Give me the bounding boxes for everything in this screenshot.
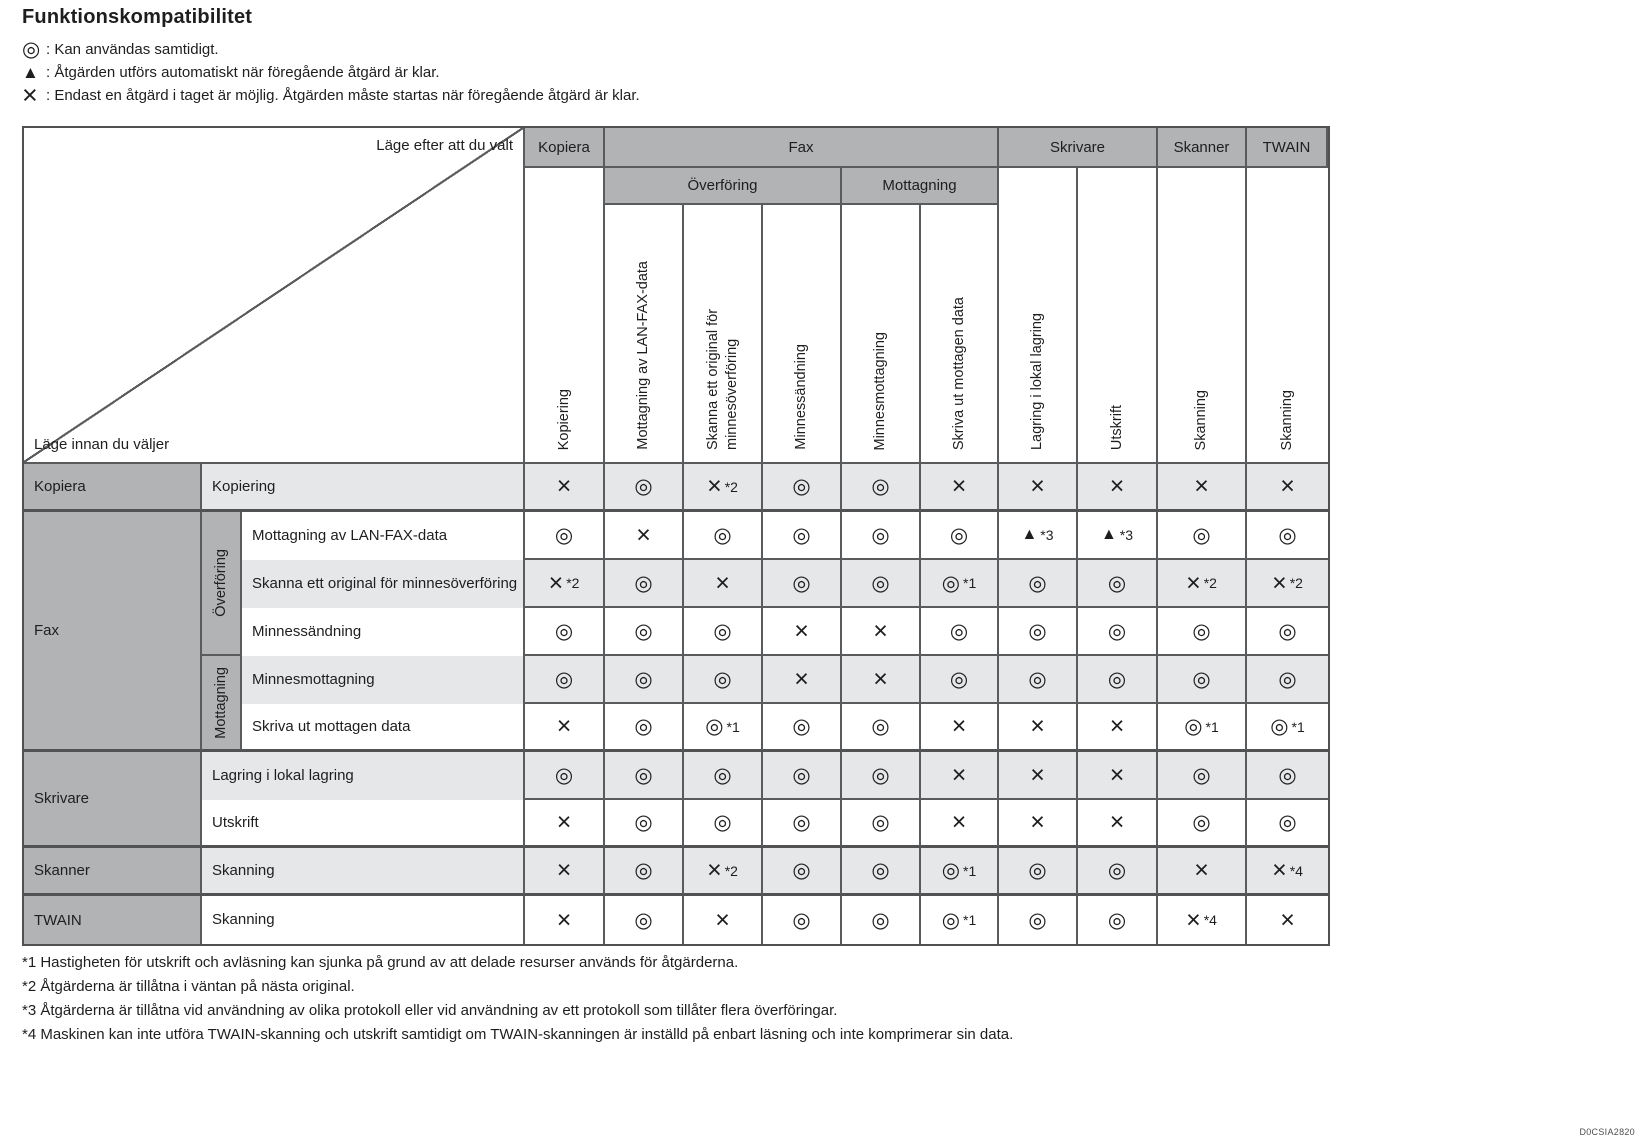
bullseye-icon: ◎ — [554, 763, 574, 787]
row-group-header: Kopiera — [24, 464, 202, 512]
bullseye-icon: ◎ — [1192, 523, 1211, 547]
bullseye-icon: ◎ — [1107, 908, 1127, 932]
fax-subgroup-header: Överföring — [605, 168, 842, 205]
page-title: Funktionskompatibilitet — [22, 6, 253, 28]
bullseye-icon: ◎ — [871, 859, 890, 882]
column-group-header: Skrivare — [999, 128, 1158, 168]
bullseye-icon: ◎ — [22, 38, 41, 61]
bullseye-icon: ◎ — [949, 523, 969, 547]
column-label-text: Skriva ut mottagen data — [950, 296, 967, 450]
matrix-cell-r9c3 — [684, 848, 763, 896]
matrix-cell-r1c6 — [921, 464, 999, 512]
footnote-ref: *1 — [1205, 718, 1219, 735]
bullseye-icon: ◎ — [871, 523, 890, 547]
triangle-icon: ▲ — [22, 63, 39, 82]
column-label — [842, 205, 921, 464]
matrix-cell-r4c6 — [921, 608, 999, 656]
matrix-cell-r9c10 — [1247, 848, 1328, 896]
matrix-cell-r3c5 — [842, 560, 921, 608]
cross-icon: × — [1109, 808, 1125, 836]
bullseye-icon: ◎ — [1184, 715, 1203, 738]
cross-icon: × — [556, 472, 572, 500]
cross-icon: × — [873, 664, 888, 693]
legend-item — [22, 61, 640, 84]
matrix-cell-r8c6 — [921, 800, 999, 848]
cross-icon: × — [951, 760, 967, 789]
matrix-cell-r10c9 — [1158, 896, 1247, 944]
matrix-cell-r8c5 — [842, 800, 921, 848]
matrix-cell-r4c1 — [525, 608, 605, 656]
row-label: Minnesmottagning — [242, 656, 525, 704]
cross-icon: × — [715, 905, 730, 934]
bullseye-icon: ◎ — [1192, 811, 1211, 834]
corner-label-mode-before: Läge innan du väljer — [34, 436, 170, 453]
matrix-cell-r10c5 — [842, 896, 921, 944]
bullseye-icon: ◎ — [634, 908, 653, 932]
bullseye-icon: ◎ — [634, 475, 653, 498]
bullseye-icon: ◎ — [634, 763, 653, 787]
bullseye-icon: ◎ — [1192, 667, 1211, 691]
matrix-cell-r3c3 — [684, 560, 763, 608]
row-label: Skriva ut mottagen data — [242, 704, 525, 752]
matrix-cell-r3c10 — [1247, 560, 1328, 608]
cross-icon: × — [715, 568, 730, 597]
matrix-cell-r1c2 — [605, 464, 684, 512]
column-label-text: Lagring i lokal lagring — [1029, 312, 1045, 450]
bullseye-icon: ◎ — [713, 523, 732, 547]
bullseye-icon: ◎ — [1107, 571, 1127, 595]
matrix-cell-r9c6 — [921, 848, 999, 896]
matrix-cell-r6c6 — [921, 704, 999, 752]
cross-icon: × — [1272, 856, 1287, 884]
matrix-cell-r9c4 — [763, 848, 842, 896]
column-label-text: Skanning — [1279, 389, 1295, 450]
column-label-text: Skanna ett original för minnesöverföring — [704, 308, 740, 450]
bullseye-icon: ◎ — [1107, 667, 1127, 691]
bullseye-icon: ◎ — [1278, 619, 1297, 643]
matrix-cell-r1c10 — [1247, 464, 1328, 512]
legend — [22, 38, 640, 110]
legend-item — [22, 38, 640, 61]
bullseye-icon: ◎ — [713, 763, 732, 787]
matrix-cell-r2c6 — [921, 512, 999, 560]
matrix-cell-r9c1 — [525, 848, 605, 896]
cross-icon: × — [873, 616, 888, 645]
matrix-cell-r7c2 — [605, 752, 684, 800]
cross-icon: × — [951, 808, 967, 836]
cross-icon: × — [636, 520, 651, 549]
matrix-cell-r2c3 — [684, 512, 763, 560]
row-label: Kopiering — [202, 464, 525, 512]
matrix-cell-r4c5 — [842, 608, 921, 656]
footnote-ref: *1 — [963, 912, 977, 928]
matrix-cell-r10c1 — [525, 896, 605, 944]
footnote: *2 Åtgärderna är tillåtna i väntan på nästa original. — [22, 978, 355, 995]
row-label: Skanna ett original för minnesöverföring — [242, 560, 525, 608]
row-group-header: Skrivare — [24, 752, 202, 848]
footnote-ref: *1 — [963, 862, 977, 879]
bullseye-icon: ◎ — [871, 715, 890, 738]
bullseye-icon: ◎ — [634, 667, 653, 691]
bullseye-icon: ◎ — [634, 859, 653, 882]
column-label — [921, 205, 999, 464]
bullseye-icon: ◎ — [1028, 571, 1047, 595]
matrix-cell-r10c10 — [1247, 896, 1328, 944]
matrix-cell-r6c9 — [1158, 704, 1247, 752]
matrix-cell-r2c10 — [1247, 512, 1328, 560]
cross-icon: × — [22, 80, 38, 110]
matrix-cell-r3c7 — [999, 560, 1078, 608]
bullseye-icon: ◎ — [1278, 763, 1297, 787]
column-label-text: Skanning — [1193, 389, 1209, 450]
row-label: Minnessändning — [242, 608, 525, 656]
bullseye-icon: ◎ — [554, 619, 574, 643]
compatibility-matrix — [22, 126, 1330, 946]
bullseye-icon: ◎ — [634, 715, 653, 738]
matrix-cell-r5c8 — [1078, 656, 1158, 704]
matrix-cell-r8c1 — [525, 800, 605, 848]
bullseye-icon: ◎ — [1107, 859, 1127, 882]
matrix-corner — [24, 128, 525, 464]
bullseye-icon: ◎ — [949, 667, 969, 691]
cross-icon: × — [1194, 856, 1209, 884]
triangle-icon: ▲ — [1100, 526, 1117, 543]
bullseye-icon: ◎ — [1028, 667, 1047, 691]
column-label — [999, 168, 1078, 464]
cross-icon: × — [707, 472, 722, 500]
footnote-ref: *1 — [1291, 718, 1305, 735]
matrix-cell-r6c4 — [763, 704, 842, 752]
row-label: Mottagning av LAN-FAX-data — [242, 512, 525, 560]
matrix-cell-r7c6 — [921, 752, 999, 800]
cross-icon: × — [556, 712, 572, 740]
row-group-header: Skanner — [24, 848, 202, 896]
bullseye-icon: ◎ — [634, 811, 653, 834]
matrix-cell-r2c5 — [842, 512, 921, 560]
matrix-cell-r7c1 — [525, 752, 605, 800]
fax-subgroup-header: Mottagning — [842, 168, 999, 205]
cross-icon: × — [1186, 905, 1201, 934]
bullseye-icon: ◎ — [792, 571, 811, 595]
matrix-cell-r10c3 — [684, 896, 763, 944]
bullseye-icon: ◎ — [792, 523, 811, 547]
row-label: Lagring i lokal lagring — [202, 752, 525, 800]
cross-icon: × — [1280, 905, 1295, 934]
matrix-cell-r5c10 — [1247, 656, 1328, 704]
cross-icon: × — [951, 472, 967, 500]
column-group-header: Skanner — [1158, 128, 1247, 168]
bullseye-icon: ◎ — [792, 859, 811, 882]
cross-icon: × — [1280, 472, 1295, 500]
cross-icon: × — [1030, 760, 1045, 789]
bullseye-icon: ◎ — [949, 619, 969, 643]
matrix-cell-r5c6 — [921, 656, 999, 704]
column-label — [684, 205, 763, 464]
row-subgroup-header — [202, 512, 242, 656]
matrix-cell-r2c9 — [1158, 512, 1247, 560]
bullseye-icon: ◎ — [792, 715, 811, 738]
cross-icon: × — [556, 856, 572, 884]
matrix-cell-r5c7 — [999, 656, 1078, 704]
matrix-cell-r3c9 — [1158, 560, 1247, 608]
matrix-cell-r2c2 — [605, 512, 684, 560]
cross-icon: × — [556, 808, 572, 836]
bullseye-icon: ◎ — [871, 811, 890, 834]
matrix-cell-r4c8 — [1078, 608, 1158, 656]
footnote-ref: *1 — [726, 718, 740, 735]
matrix-cell-r5c1 — [525, 656, 605, 704]
bullseye-icon: ◎ — [713, 811, 732, 834]
footnote-ref: *3 — [1119, 527, 1134, 543]
matrix-cell-r2c1 — [525, 512, 605, 560]
triangle-icon: ▲ — [1021, 526, 1038, 543]
matrix-cell-r5c9 — [1158, 656, 1247, 704]
bullseye-icon: ◎ — [1028, 859, 1047, 882]
bullseye-icon: ◎ — [1278, 667, 1297, 691]
row-subgroup-label: Mottagning — [212, 666, 229, 739]
bullseye-icon: ◎ — [634, 571, 653, 595]
matrix-cell-r9c7 — [999, 848, 1078, 896]
bullseye-icon: ◎ — [1192, 763, 1211, 787]
column-label-text: Minnessändning — [793, 344, 809, 450]
bullseye-icon: ◎ — [1107, 619, 1127, 643]
matrix-cell-r10c8 — [1078, 896, 1158, 944]
matrix-cell-r10c4 — [763, 896, 842, 944]
column-label-text: Mottagning av LAN-FAX-data — [635, 261, 651, 450]
cross-icon: × — [1109, 712, 1125, 740]
matrix-cell-r4c7 — [999, 608, 1078, 656]
legend-item-text: : Endast en åtgärd i taget är möjlig. Åtgärden måste startas när föregående åtgärd är klar. — [46, 87, 640, 104]
legend-item-text: : Åtgärden utförs automatiskt när föregående åtgärd är klar. — [46, 64, 440, 81]
doc-code: D0CSIA2820 — [1579, 1127, 1635, 1137]
matrix-cell-r4c4 — [763, 608, 842, 656]
matrix-cell-r7c9 — [1158, 752, 1247, 800]
row-label: Utskrift — [202, 800, 525, 848]
bullseye-icon: ◎ — [792, 763, 811, 787]
matrix-cell-r4c3 — [684, 608, 763, 656]
cross-icon: × — [794, 664, 809, 693]
matrix-cell-r6c5 — [842, 704, 921, 752]
matrix-cell-r6c10 — [1247, 704, 1328, 752]
corner-label-mode-after: Läge efter att du valt — [376, 137, 513, 154]
bullseye-icon: ◎ — [1278, 523, 1297, 547]
bullseye-icon: ◎ — [871, 763, 890, 787]
footnote: *1 Hastigheten för utskrift och avläsning kan sjunka på grund av att delade resurser används för åtgärderna. — [22, 954, 739, 971]
footnote: *4 Maskinen kan inte utföra TWAIN-skanning och utskrift samtidigt om TWAIN-skanningen är inställd på enbart läsning och inte komprimerar sin data. — [22, 1026, 1014, 1043]
footnote-ref: *4 — [1289, 862, 1303, 879]
bullseye-icon: ◎ — [1192, 619, 1211, 643]
matrix-cell-r3c8 — [1078, 560, 1158, 608]
cross-icon: × — [1109, 760, 1125, 789]
bullseye-icon: ◎ — [1270, 715, 1289, 738]
bullseye-icon: ◎ — [1278, 811, 1297, 834]
bullseye-icon: ◎ — [792, 475, 811, 498]
matrix-cell-r7c8 — [1078, 752, 1158, 800]
footnote-ref: *2 — [1289, 575, 1303, 591]
matrix-cell-r10c7 — [999, 896, 1078, 944]
matrix-cell-r1c4 — [763, 464, 842, 512]
matrix-cell-r6c8 — [1078, 704, 1158, 752]
row-subgroup-header — [202, 656, 242, 752]
footnotes — [22, 951, 1013, 1047]
cross-icon: × — [1186, 568, 1201, 597]
footnote-ref: *2 — [1203, 575, 1217, 591]
bullseye-icon: ◎ — [941, 571, 961, 595]
column-label — [1158, 168, 1247, 464]
bullseye-icon: ◎ — [792, 811, 811, 834]
matrix-cell-r5c5 — [842, 656, 921, 704]
cross-icon: × — [707, 856, 722, 884]
bullseye-icon: ◎ — [713, 667, 732, 691]
legend-item — [22, 80, 640, 110]
matrix-cell-r1c7 — [999, 464, 1078, 512]
bullseye-icon: ◎ — [941, 908, 961, 932]
bullseye-icon: ◎ — [705, 715, 724, 738]
matrix-cell-r4c10 — [1247, 608, 1328, 656]
column-group-header: TWAIN — [1247, 128, 1328, 168]
matrix-cell-r6c1 — [525, 704, 605, 752]
matrix-cell-r7c5 — [842, 752, 921, 800]
column-label — [1247, 168, 1328, 464]
cross-icon: × — [1030, 472, 1045, 500]
matrix-cell-r1c9 — [1158, 464, 1247, 512]
matrix-cell-r9c8 — [1078, 848, 1158, 896]
matrix-cell-r4c2 — [605, 608, 684, 656]
matrix-cell-r6c3 — [684, 704, 763, 752]
footnote-ref: *2 — [724, 862, 738, 879]
column-label — [763, 205, 842, 464]
footnote-ref: *2 — [724, 478, 738, 495]
matrix-cell-r1c1 — [525, 464, 605, 512]
matrix-cell-r8c9 — [1158, 800, 1247, 848]
row-group-header: TWAIN — [24, 896, 202, 944]
bullseye-icon: ◎ — [1028, 619, 1047, 643]
matrix-cell-r3c1 — [525, 560, 605, 608]
matrix-cell-r7c7 — [999, 752, 1078, 800]
row-label: Skanning — [202, 896, 525, 944]
cross-icon: × — [951, 712, 967, 740]
matrix-cell-r3c2 — [605, 560, 684, 608]
matrix-cell-r10c6 — [921, 896, 999, 944]
column-group-header: Fax — [605, 128, 999, 168]
cross-icon: × — [794, 616, 809, 645]
footnote-ref: *1 — [963, 575, 977, 591]
bullseye-icon: ◎ — [871, 475, 890, 498]
footnote: *3 Åtgärderna är tillåtna vid användning av olika protokoll eller vid användning av ett protokoll som tillåter flera överföringar. — [22, 1002, 838, 1019]
matrix-cell-r5c4 — [763, 656, 842, 704]
cross-icon: × — [1030, 712, 1045, 740]
bullseye-icon: ◎ — [554, 523, 574, 547]
column-group-header: Kopiera — [525, 128, 605, 168]
column-label — [525, 168, 605, 464]
column-label — [1078, 168, 1158, 464]
matrix-cell-r5c3 — [684, 656, 763, 704]
matrix-cell-r1c8 — [1078, 464, 1158, 512]
row-subgroup-label: Överföring — [212, 549, 229, 617]
bullseye-icon: ◎ — [554, 667, 574, 691]
matrix-cell-r8c2 — [605, 800, 684, 848]
legend-item-text: : Kan användas samtidigt. — [46, 41, 219, 58]
row-group-header: Fax — [24, 512, 202, 752]
column-label — [605, 205, 684, 464]
cross-icon: × — [1109, 472, 1125, 500]
matrix-cell-r7c4 — [763, 752, 842, 800]
row-label: Skanning — [202, 848, 525, 896]
matrix-cell-r9c9 — [1158, 848, 1247, 896]
bullseye-icon: ◎ — [941, 859, 961, 882]
column-label-text: Kopiering — [555, 388, 572, 450]
bullseye-icon: ◎ — [1028, 908, 1047, 932]
footnote-ref: *4 — [1203, 912, 1217, 928]
cross-icon: × — [1272, 568, 1287, 597]
matrix-cell-r8c8 — [1078, 800, 1158, 848]
bullseye-icon: ◎ — [634, 619, 653, 643]
cross-icon: × — [1194, 472, 1209, 500]
footnote-ref: *3 — [1040, 527, 1054, 543]
matrix-cell-r8c7 — [999, 800, 1078, 848]
cross-icon: × — [548, 568, 564, 597]
cross-icon: × — [1030, 808, 1045, 836]
cross-icon: × — [556, 905, 572, 934]
footnote-ref: *2 — [566, 575, 580, 591]
matrix-cell-r2c7 — [999, 512, 1078, 560]
matrix-cell-r9c5 — [842, 848, 921, 896]
column-label-text: Minnesmottagning — [872, 331, 888, 450]
matrix-cell-r6c2 — [605, 704, 684, 752]
matrix-cell-r8c4 — [763, 800, 842, 848]
matrix-cell-r7c3 — [684, 752, 763, 800]
matrix-cell-r5c2 — [605, 656, 684, 704]
matrix-cell-r9c2 — [605, 848, 684, 896]
matrix-cell-r2c8 — [1078, 512, 1158, 560]
matrix-cell-r4c9 — [1158, 608, 1247, 656]
matrix-cell-r10c2 — [605, 896, 684, 944]
bullseye-icon: ◎ — [871, 571, 890, 595]
matrix-cell-r1c5 — [842, 464, 921, 512]
column-label-text: Utskrift — [1108, 404, 1125, 450]
matrix-cell-r8c3 — [684, 800, 763, 848]
bullseye-icon: ◎ — [871, 908, 890, 932]
matrix-cell-r3c6 — [921, 560, 999, 608]
matrix-cell-r8c10 — [1247, 800, 1328, 848]
matrix-cell-r6c7 — [999, 704, 1078, 752]
matrix-cell-r7c10 — [1247, 752, 1328, 800]
bullseye-icon: ◎ — [713, 619, 732, 643]
matrix-cell-r2c4 — [763, 512, 842, 560]
matrix-cell-r3c4 — [763, 560, 842, 608]
matrix-cell-r1c3 — [684, 464, 763, 512]
bullseye-icon: ◎ — [792, 908, 811, 932]
